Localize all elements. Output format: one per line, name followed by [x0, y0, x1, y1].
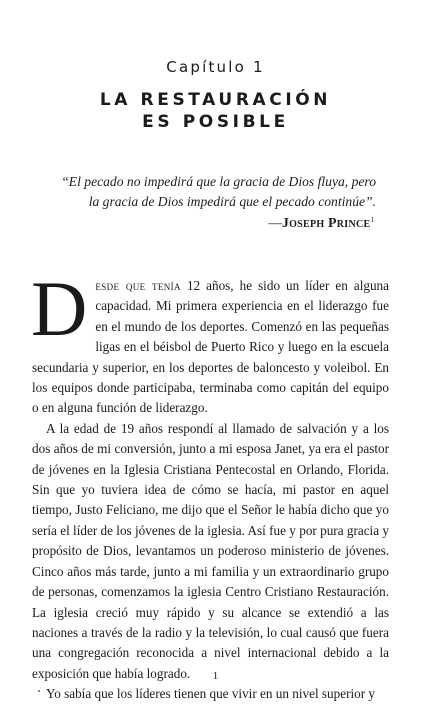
chapter-title-line-2: ES POSIBLE: [142, 112, 289, 132]
epigraph-line-2: la gracia de Dios impedirá que el pecado continúe”.: [88, 193, 376, 209]
page-number: 1: [212, 670, 219, 682]
scan-speck: [38, 690, 40, 692]
opening-small-caps: esde que tenía: [95, 278, 181, 293]
paragraph-2: A la edad de 19 años respondí al llamado de salvación y a los dos años de mi conversión, junto a mi esposa Janet, ya era el pastor de jóvenes en la Iglesia Cristiana Pentecostal en Orlando, Florida. Sin que yo tuviera idea de cómo se hacía, mi pastor en aquel tiempo, Justo Feliciano, me dijo que el Señor le había dicho que yo sería el líder de los jóvenes de la iglesia. Así fue y por pura gracia y propósito de Dios, levantamos un poderoso ministerio de jóvenes. Cinco años más tarde, junto a mi familia y un extraordinario grupo de personas, comenzamos la iglesia Centro Cristiano Restauración. La iglesia creció muy rápido y su alcance se extendió a las naciones a través de la radio y la televisión, lo cual causó que fuera una congregación reconocida a nivel internacional debido a la exposición que había logrado.: [32, 420, 389, 681]
epigraph-line-1: “El pecado no impedirá que la gracia de Dios fluya, pero: [61, 174, 376, 189]
drop-cap: D: [31, 265, 88, 352]
paragraph-1: [31, 265, 389, 419]
chapter-title: [0, 89, 431, 133]
paragraph-1-text: 12 años, he sido un líder en alguna capacidad. Mi primera experiencia en el liderazgo fue en el mundo de los deportes. Comenzó en las pequeñas ligas en el béisbol de Puerto Rico y luego en la escuela secundaria y superior, en los deportes de baloncesto y voleibol. En los equipos donde participaba, terminaba como capitán del equipo o en alguna función de liderazgo.: [32, 278, 389, 416]
epigraph-quote: [58, 172, 376, 233]
chapter-label: Capítulo 1: [166, 58, 265, 76]
attribution-dash: —: [268, 215, 282, 230]
attribution-author: Joseph Prince: [281, 215, 371, 230]
chapter-title-line-1: LA RESTAURACIÓN: [99, 90, 332, 110]
chapter-body: [31, 265, 389, 705]
paragraph-3: Yo sabía que los líderes tienen que vivir en un nivel superior y: [46, 686, 376, 702]
footnote-marker: 1: [370, 216, 374, 224]
epigraph-attribution: [58, 211, 376, 233]
